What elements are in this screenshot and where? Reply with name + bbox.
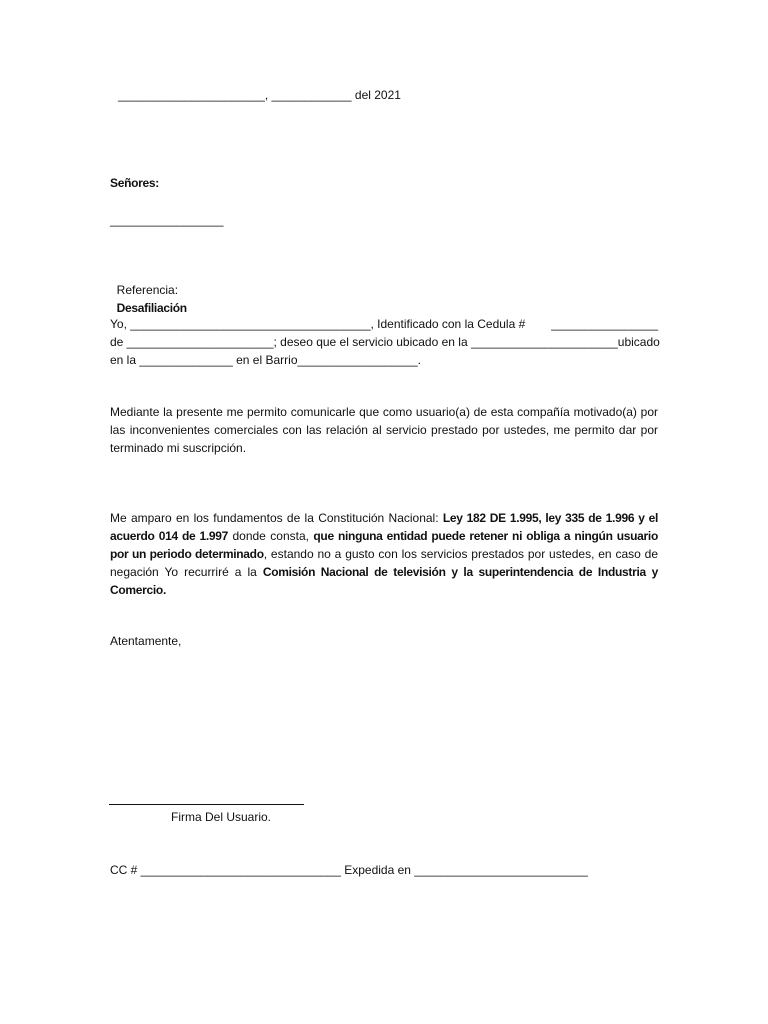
signature-label: Firma Del Usuario. [171, 810, 272, 824]
reference-value: Desafiliación [116, 301, 187, 315]
identification-line-2 [110, 333, 658, 351]
identification-line-2-left: de ______________________; deseo que el servicio ubicado en la ______________________ [110, 335, 618, 349]
reference-line [110, 263, 187, 317]
signature-line [109, 804, 304, 805]
legal-text-3: , estando no a gusto con los servicios prestados por ustedes, en caso de negación Yo recurriré a la [110, 547, 658, 579]
identification-line-1-left: Yo, ____________________________________, Identificado con la Cedula # [110, 317, 526, 331]
cc-line: CC # ______________________________ Expedida en __________________________ [110, 863, 588, 877]
date-line: ______________________, ____________ del 2021 [118, 88, 401, 102]
closing: Atentamente, [110, 634, 182, 648]
legal-paragraph [110, 509, 658, 599]
salutation: Señores: [110, 176, 159, 190]
legal-text-2: donde consta, [228, 529, 314, 543]
recipient-blank: _________________ [110, 213, 224, 227]
legal-laws: Ley 182 DE 1.995, ley 335 de 1.996 y el acuerdo 014 de 1.997 [110, 511, 658, 543]
legal-statement: que ninguna entidad puede retener ni obliga a ningún usuario por un periodo determinado [110, 529, 658, 561]
identification-line-1 [110, 315, 658, 333]
identification-block [110, 315, 658, 369]
legal-text-1: Me amparo en los fundamentos de la Constitución Nacional: [110, 511, 443, 525]
identification-line-1-right: ________________ [551, 317, 658, 331]
identification-line-3: en la ______________ en el Barrio__________________. [110, 353, 421, 367]
legal-authorities: Comisión Nacional de televisión y la superintendencia de Industria y Comercio. [110, 565, 658, 597]
identification-line-2-right: ubicado [617, 335, 660, 349]
reference-label: Referencia: [116, 283, 179, 297]
notice-paragraph: Mediante la presente me permito comunicarle que como usuario(a) de esta compañía motivado(a) por las inconvenientes comerciales con las relación al servicio prestado por ustedes, me permito dar por terminado mi suscripción. [110, 405, 658, 455]
